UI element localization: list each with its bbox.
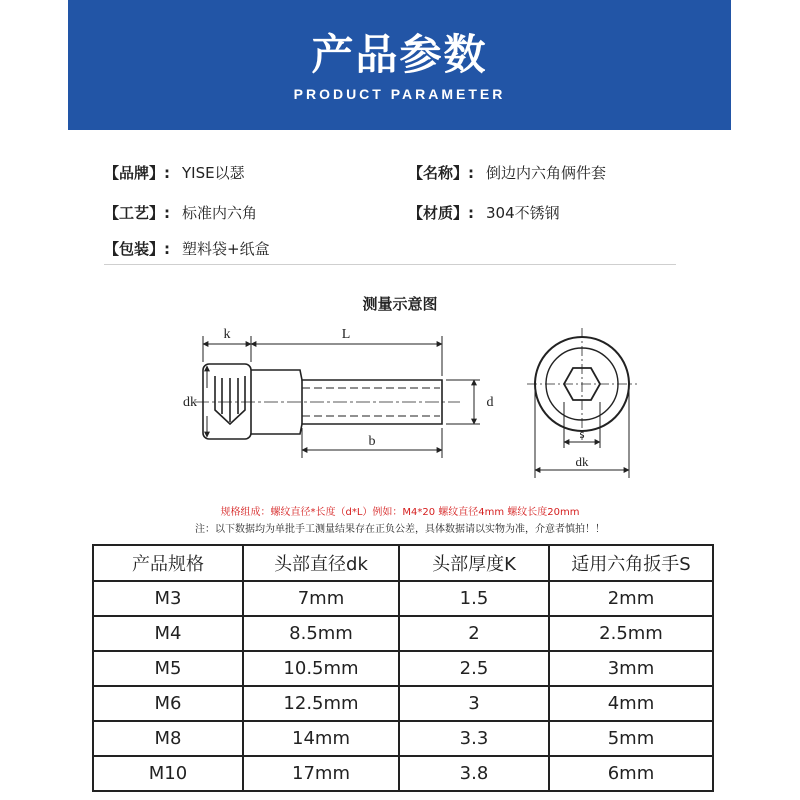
banner-subtitle: PRODUCT PARAMETER [293, 86, 506, 102]
spec-rule-note: 规格组成：螺纹直径*长度（d*L）例如：M4*20 螺纹直径4mm 螺纹长度20mm [220, 507, 580, 518]
cell-dk: 10.5mm [243, 651, 399, 686]
cell-s: 2mm [549, 581, 713, 616]
param-packing [104, 238, 270, 259]
cell-spec: M5 [93, 651, 243, 686]
param-brand [104, 162, 245, 183]
cell-k: 3.3 [399, 721, 549, 756]
header-head-thickness: 头部厚度K [399, 545, 549, 581]
screw-side-view [195, 336, 480, 458]
cell-spec: M4 [93, 616, 243, 651]
measurement-diagram [0, 318, 800, 498]
cell-spec: M3 [93, 581, 243, 616]
cell-dk: 12.5mm [243, 686, 399, 721]
disclaimer-note: 注：以下数据均为单批手工测量结果存在正负公差，具体数据请以实物为准，介意者慎拍！！ [195, 524, 605, 535]
label-k: k [223, 327, 231, 342]
banner-title: 产品参数 [311, 30, 488, 79]
table-header-row [93, 545, 713, 581]
cell-s: 2.5mm [549, 616, 713, 651]
header-wrench-size: 适用六角扳手S [549, 545, 713, 581]
cell-s: 6mm [549, 756, 713, 791]
param-brand-value: YISE以瑟 [182, 164, 245, 182]
cell-k: 3.8 [399, 756, 549, 791]
cell-s: 5mm [549, 721, 713, 756]
cell-dk: 17mm [243, 756, 399, 791]
param-material-value: 304不锈钢 [486, 204, 560, 222]
diagram-title: 测量示意图 [362, 295, 438, 313]
cell-dk: 8.5mm [243, 616, 399, 651]
label-L: L [341, 327, 351, 342]
param-packing-value: 塑料袋+纸盒 [182, 240, 270, 258]
header-spec: 产品规格 [93, 545, 243, 581]
cell-dk: 7mm [243, 581, 399, 616]
cell-spec: M6 [93, 686, 243, 721]
param-name [408, 162, 606, 183]
param-packing-key: 【包装】: [104, 240, 170, 258]
param-craft-key: 【工艺】: [104, 204, 170, 222]
label-b: b [368, 434, 376, 449]
cell-spec: M8 [93, 721, 243, 756]
table-row [93, 686, 713, 721]
product-params [104, 152, 676, 264]
table-row [93, 721, 713, 756]
table-row [93, 651, 713, 686]
screw-head [203, 364, 251, 439]
cell-spec: M10 [93, 756, 243, 791]
label-d: d [486, 395, 494, 410]
param-brand-key: 【品牌】: [104, 164, 170, 182]
param-name-value: 倒边内六角俩件套 [486, 164, 607, 182]
param-name-key: 【名称】: [408, 164, 474, 182]
cell-k: 2.5 [399, 651, 549, 686]
param-craft-value: 标准内六角 [182, 204, 258, 222]
table-row [93, 616, 713, 651]
label-s: s [579, 426, 585, 441]
cell-k: 1.5 [399, 581, 549, 616]
cell-k: 3 [399, 686, 549, 721]
label-dk-end: dk [575, 454, 589, 469]
cell-s: 4mm [549, 686, 713, 721]
params-divider [104, 264, 676, 265]
label-dk: dk [183, 395, 197, 410]
spec-table [92, 544, 714, 792]
cell-k: 2 [399, 616, 549, 651]
cell-dk: 14mm [243, 721, 399, 756]
header-banner [68, 0, 731, 130]
param-material-key: 【材质】: [408, 204, 474, 222]
param-craft [104, 202, 257, 223]
table-row [93, 581, 713, 616]
param-material [408, 202, 560, 223]
cell-s: 3mm [549, 651, 713, 686]
header-head-diameter: 头部直径dk [243, 545, 399, 581]
table-row [93, 756, 713, 791]
